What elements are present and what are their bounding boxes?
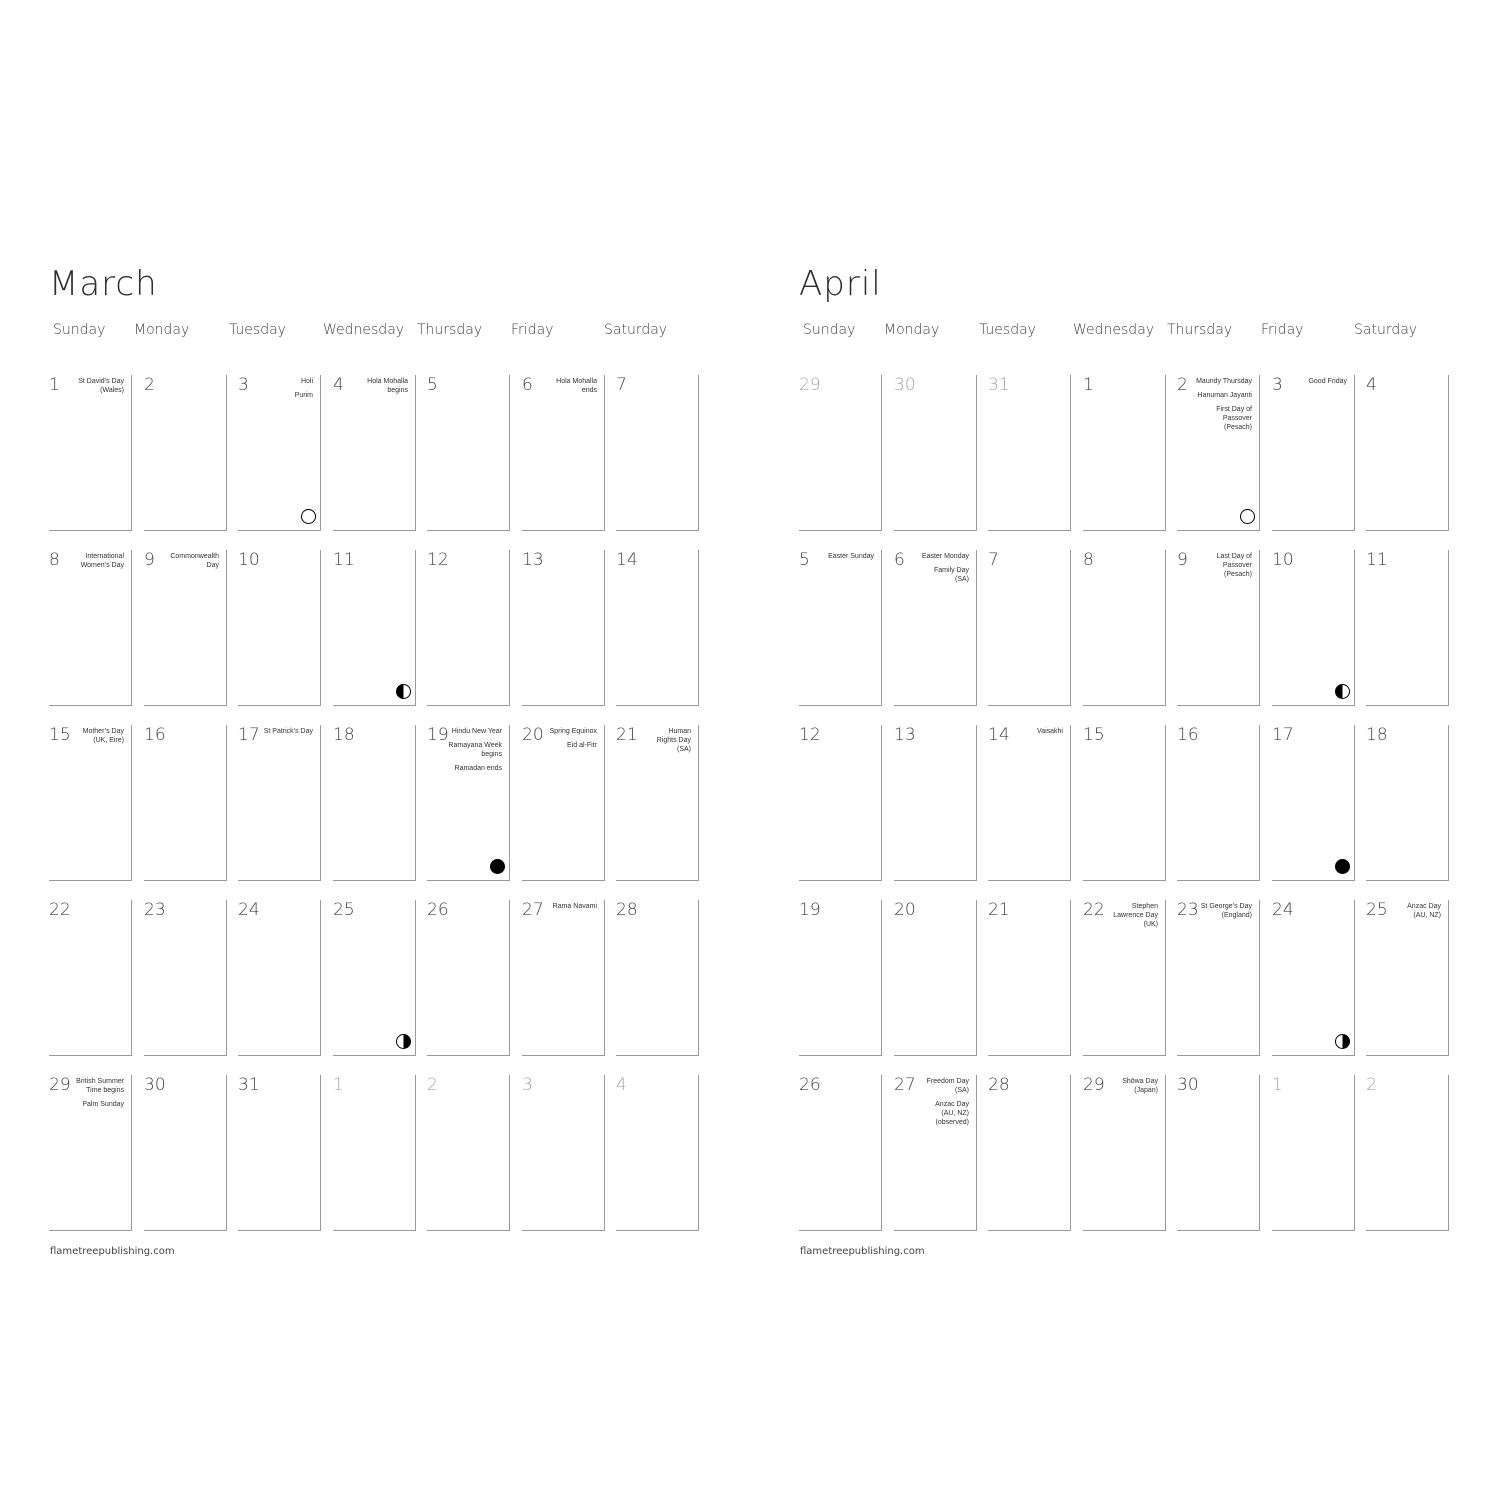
day-cell[interactable] (799, 375, 882, 531)
day-cell[interactable] (238, 725, 321, 881)
day-cell[interactable] (1177, 900, 1260, 1056)
event-label: Good Friday (1308, 378, 1347, 385)
day-cell[interactable] (144, 725, 227, 881)
day-number: 17 (238, 725, 260, 745)
event-label: Holi (300, 378, 313, 385)
day-cell[interactable] (1366, 1075, 1449, 1231)
weekday-label: Tuesday (229, 322, 286, 338)
day-number: 22 (49, 900, 71, 920)
day-cell[interactable] (333, 550, 416, 706)
weekday-label: Saturday (604, 322, 668, 338)
day-cell[interactable] (1366, 725, 1449, 881)
day-number: 21 (616, 725, 638, 745)
day-number: 22 (1083, 900, 1105, 920)
day-cell[interactable] (1366, 900, 1449, 1056)
event-list (155, 552, 219, 575)
day-number: 1 (49, 375, 60, 395)
event-list (60, 552, 124, 575)
day-number: 10 (238, 550, 260, 570)
day-cell[interactable] (1272, 725, 1355, 881)
day-number: 13 (522, 550, 544, 570)
day-cell[interactable] (49, 900, 132, 1056)
weekday-label: Saturday (1354, 322, 1418, 338)
day-cell[interactable] (1083, 725, 1166, 881)
day-cell[interactable] (427, 550, 510, 706)
event-list (1188, 902, 1252, 925)
weekday-header (799, 322, 1451, 342)
day-cell[interactable] (522, 550, 605, 706)
event-list (1377, 902, 1441, 925)
month-march (49, 0, 701, 1500)
weekday-header (49, 322, 701, 342)
day-cell[interactable] (238, 1075, 321, 1231)
day-cell[interactable] (1177, 550, 1260, 706)
day-cell[interactable] (427, 375, 510, 531)
day-number: 18 (333, 725, 355, 745)
event-label: Family Day (SA) (933, 567, 969, 583)
event-label: St David’s Day (Wales) (78, 378, 124, 394)
day-cell[interactable] (894, 1075, 977, 1231)
new-moon-icon (490, 859, 505, 874)
day-cell[interactable] (1177, 725, 1260, 881)
day-cell[interactable] (799, 550, 882, 706)
day-cell[interactable] (144, 900, 227, 1056)
day-number: 27 (894, 1075, 916, 1095)
event-label: Hola Mohalla begins (367, 378, 408, 394)
event-list (810, 552, 874, 566)
event-list (905, 1077, 969, 1132)
new-moon-icon (1335, 859, 1350, 874)
day-cell[interactable] (988, 375, 1071, 531)
event-label: Eid al-Fitr (567, 742, 597, 749)
day-number: 14 (616, 550, 638, 570)
weekday-label: Thursday (417, 322, 483, 338)
day-number: 1 (1272, 1075, 1283, 1095)
day-number: 9 (144, 550, 155, 570)
day-cell[interactable] (49, 550, 132, 706)
day-number: 3 (1272, 375, 1283, 395)
last-moon-icon (1335, 684, 1350, 699)
full-moon-icon (301, 509, 316, 524)
day-number: 29 (1083, 1075, 1105, 1095)
event-list (344, 377, 408, 400)
day-cell[interactable] (522, 725, 605, 881)
event-list (60, 377, 124, 400)
event-label: Last Day of Passover (Pesach) (1216, 553, 1252, 578)
event-label: Vaisakhi (1037, 728, 1063, 735)
day-number: 2 (427, 1075, 438, 1095)
day-cell[interactable] (894, 725, 977, 881)
day-number: 31 (988, 375, 1010, 395)
weekday-label: Thursday (1167, 322, 1233, 338)
day-number: 12 (799, 725, 821, 745)
calendar-grid (799, 375, 1451, 1235)
event-label: Hola Mohalla ends (556, 378, 597, 394)
day-number: 12 (427, 550, 449, 570)
day-number: 6 (894, 550, 905, 570)
day-number: 23 (144, 900, 166, 920)
event-list (249, 727, 313, 741)
day-number: 2 (1366, 1075, 1377, 1095)
event-label: Hindu New Year (451, 728, 502, 735)
day-number: 28 (988, 1075, 1010, 1095)
month-title: April (799, 264, 882, 304)
event-label: Mother’s Day (UK, Eire) (82, 728, 124, 744)
day-number: 17 (1272, 725, 1294, 745)
day-cell[interactable] (1272, 1075, 1355, 1231)
day-cell[interactable] (616, 550, 699, 706)
day-cell[interactable] (144, 1075, 227, 1231)
day-number: 4 (616, 1075, 627, 1095)
day-cell[interactable] (238, 900, 321, 1056)
day-number: 3 (238, 375, 249, 395)
day-number: 29 (799, 375, 821, 395)
day-cell[interactable] (333, 900, 416, 1056)
event-label: Rama Navami (552, 903, 597, 910)
calendar-grid (49, 375, 701, 1235)
day-cell[interactable] (988, 725, 1071, 881)
day-cell[interactable] (522, 900, 605, 1056)
day-number: 21 (988, 900, 1010, 920)
first-moon-icon (396, 1034, 411, 1049)
event-label: First Day of Passover (Pesach) (1216, 406, 1252, 431)
day-cell[interactable] (333, 375, 416, 531)
footer-url: flametreepublishing.com (50, 1246, 175, 1257)
day-number: 11 (1366, 550, 1388, 570)
day-cell[interactable] (988, 1075, 1071, 1231)
day-cell[interactable] (616, 1075, 699, 1231)
day-number: 29 (49, 1075, 71, 1095)
event-list (1283, 377, 1347, 391)
day-number: 30 (144, 1075, 166, 1095)
day-number: 3 (522, 1075, 533, 1095)
day-number: 23 (1177, 900, 1199, 920)
event-list (533, 377, 597, 400)
weekday-label: Wednesday (1073, 322, 1155, 338)
day-number: 20 (894, 900, 916, 920)
day-number: 1 (333, 1075, 344, 1095)
day-cell[interactable] (238, 550, 321, 706)
day-cell[interactable] (333, 1075, 416, 1231)
day-cell[interactable] (616, 375, 699, 531)
day-number: 5 (427, 375, 438, 395)
weekday-label: Friday (1261, 322, 1304, 338)
day-number: 19 (427, 725, 449, 745)
day-cell[interactable] (894, 900, 977, 1056)
event-label: St Patrick’s Day (263, 728, 313, 735)
day-number: 5 (799, 550, 810, 570)
day-number: 19 (799, 900, 821, 920)
day-number: 16 (144, 725, 166, 745)
day-cell[interactable] (988, 900, 1071, 1056)
first-moon-icon (1335, 1034, 1350, 1049)
day-cell[interactable] (427, 900, 510, 1056)
day-number: 2 (144, 375, 155, 395)
day-number: 6 (522, 375, 533, 395)
day-number: 8 (49, 550, 60, 570)
event-list (627, 727, 691, 759)
event-label: Freedom Day (SA) (926, 1078, 969, 1094)
day-number: 24 (238, 900, 260, 920)
event-label: Hanuman Jayanti (1197, 392, 1252, 399)
day-cell[interactable] (49, 725, 132, 881)
day-number: 25 (333, 900, 355, 920)
day-number: 30 (894, 375, 916, 395)
day-number: 15 (49, 725, 71, 745)
day-cell[interactable] (238, 375, 321, 531)
day-cell[interactable] (894, 375, 977, 531)
day-number: 27 (522, 900, 544, 920)
day-cell[interactable] (427, 1075, 510, 1231)
event-list (60, 1077, 124, 1114)
day-number: 7 (616, 375, 627, 395)
day-number: 13 (894, 725, 916, 745)
event-label: Purim (294, 392, 313, 399)
event-label: International Women’s Day (80, 553, 124, 569)
event-label: St George’s Day (England) (1200, 903, 1252, 919)
day-cell[interactable] (616, 725, 699, 881)
day-number: 25 (1366, 900, 1388, 920)
day-number: 31 (238, 1075, 260, 1095)
day-number: 2 (1177, 375, 1188, 395)
event-label: Human Rights Day (SA) (656, 728, 691, 753)
day-cell[interactable] (427, 725, 510, 881)
event-label: Ramadan ends (454, 765, 502, 772)
day-cell[interactable] (49, 375, 132, 531)
event-list (438, 727, 502, 778)
day-cell[interactable] (1177, 375, 1260, 531)
event-label: Anzac Day (AU, NZ) (1407, 903, 1441, 919)
event-list (999, 727, 1063, 741)
weekday-label: Sunday (53, 322, 106, 338)
day-cell[interactable] (144, 375, 227, 531)
event-list (249, 377, 313, 405)
day-cell[interactable] (1177, 1075, 1260, 1231)
day-number: 14 (988, 725, 1010, 745)
day-cell[interactable] (799, 725, 882, 881)
day-number: 28 (616, 900, 638, 920)
day-number: 7 (988, 550, 999, 570)
event-label: Ramayana Week begins (448, 742, 502, 758)
day-cell[interactable] (1366, 375, 1449, 531)
day-cell[interactable] (1272, 550, 1355, 706)
event-label: British Summer Time begins (76, 1078, 124, 1094)
day-number: 4 (1366, 375, 1377, 395)
day-cell[interactable] (1272, 375, 1355, 531)
event-list (533, 727, 597, 755)
weekday-label: Monday (134, 322, 190, 338)
day-cell[interactable] (522, 1075, 605, 1231)
day-number: 20 (522, 725, 544, 745)
event-list (533, 902, 597, 916)
day-number: 16 (1177, 725, 1199, 745)
weekday-label: Tuesday (979, 322, 1036, 338)
month-april (799, 0, 1451, 1500)
day-number: 30 (1177, 1075, 1199, 1095)
weekday-label: Friday (511, 322, 554, 338)
day-number: 15 (1083, 725, 1105, 745)
footer-url: flametreepublishing.com (800, 1246, 925, 1257)
day-cell[interactable] (1083, 1075, 1166, 1231)
event-list (1094, 902, 1158, 934)
event-label: Easter Monday (921, 553, 969, 560)
weekday-label: Wednesday (323, 322, 405, 338)
month-title: March (49, 264, 158, 304)
day-cell[interactable] (333, 725, 416, 881)
day-cell[interactable] (894, 550, 977, 706)
day-number: 1 (1083, 375, 1094, 395)
day-cell[interactable] (522, 375, 605, 531)
weekday-label: Monday (884, 322, 940, 338)
day-number: 26 (799, 1075, 821, 1095)
full-moon-icon (1240, 509, 1255, 524)
event-label: Spring Equinox (549, 728, 597, 735)
day-number: 24 (1272, 900, 1294, 920)
day-cell[interactable] (1272, 900, 1355, 1056)
event-label: Easter Sunday (828, 553, 874, 560)
event-label: Maundy Thursday (1196, 378, 1252, 385)
last-moon-icon (396, 684, 411, 699)
day-cell[interactable] (1083, 900, 1166, 1056)
day-number: 8 (1083, 550, 1094, 570)
event-list (1094, 1077, 1158, 1100)
event-label: Commonwealth Day (170, 553, 219, 569)
day-cell[interactable] (144, 550, 227, 706)
day-cell[interactable] (616, 900, 699, 1056)
day-number: 9 (1177, 550, 1188, 570)
day-number: 18 (1366, 725, 1388, 745)
event-label: Anzac Day (AU, NZ) (observed) (935, 1101, 969, 1126)
event-list (1188, 552, 1252, 584)
day-cell[interactable] (799, 900, 882, 1056)
event-list (1188, 377, 1252, 437)
day-cell[interactable] (1083, 375, 1166, 531)
day-number: 11 (333, 550, 355, 570)
day-cell[interactable] (49, 1075, 132, 1231)
event-label: Palm Sunday (82, 1101, 124, 1108)
day-number: 4 (333, 375, 344, 395)
event-list (905, 552, 969, 589)
weekday-label: Sunday (803, 322, 856, 338)
day-cell[interactable] (1366, 550, 1449, 706)
day-number: 26 (427, 900, 449, 920)
day-cell[interactable] (988, 550, 1071, 706)
event-label: Stephen Lawrence Day (UK) (1113, 903, 1158, 928)
event-list (60, 727, 124, 750)
day-cell[interactable] (799, 1075, 882, 1231)
day-number: 10 (1272, 550, 1294, 570)
event-label: Shōwa Day (Japan) (1122, 1078, 1158, 1094)
day-cell[interactable] (1083, 550, 1166, 706)
